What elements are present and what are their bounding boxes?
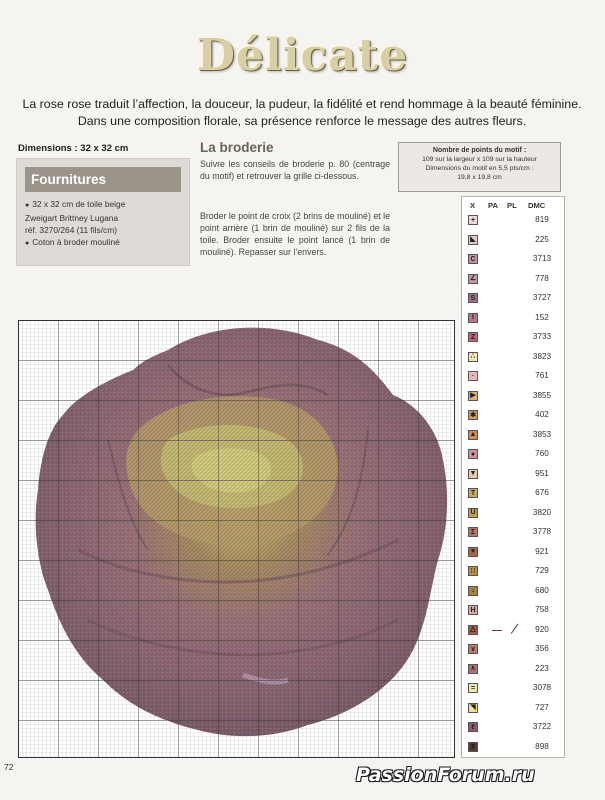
legend-symbol-swatch: ∠: [469, 275, 477, 282]
legend-header-pa: PA: [488, 201, 498, 210]
legend-symbol-swatch: T: [468, 488, 478, 498]
page-title: Délicate: [196, 30, 409, 81]
legend-row: [462, 327, 564, 347]
legend-symbol-swatch: ∷: [468, 566, 478, 576]
legend-header-dmc: DMC: [528, 201, 546, 210]
legend-row: [462, 483, 564, 503]
legend-row: [462, 639, 564, 659]
legend-row: [462, 620, 564, 640]
legend-symbol-swatch: U: [468, 508, 478, 518]
broderie-paragraph-1: Suivre les conseils de broderie p. 80 (centrage du motif) et retrouver la grille ci-dessous.: [200, 159, 390, 181]
legend-header-x: X: [470, 201, 476, 210]
legend-dmc-code: 3853: [532, 429, 552, 439]
legend-symbol-swatch: H: [468, 605, 478, 615]
legend-row: [462, 561, 564, 581]
legend-row: [462, 600, 564, 620]
legend-row: [462, 347, 564, 367]
color-legend: [461, 196, 565, 758]
legend-symbol-swatch: ↓: [468, 586, 478, 596]
legend-dmc-code: 729: [535, 566, 549, 575]
legend-dmc-code: 761: [535, 371, 549, 380]
legend-row: [462, 503, 564, 523]
intro-text: La rose rose traduit l’affection, la douceur, la pudeur, la fidélité et rend hommage à la beauté féminine. Dans une composition florale, sa présence renforce le message des autres fleurs.: [22, 97, 582, 128]
watermark: PassionForum.ru: [356, 764, 535, 786]
legend-dmc-code: 3733: [532, 332, 552, 341]
legend-row: [462, 269, 564, 289]
legend-row: [462, 698, 564, 718]
legend-dmc-code: 676: [535, 488, 549, 497]
legend-dmc-code: 3727: [532, 293, 552, 302]
legend-dmc-code: 3823: [532, 351, 552, 361]
legend-dmc-code: 778: [535, 273, 549, 283]
legend-dmc-code: 819: [535, 215, 549, 224]
legend-row: [462, 659, 564, 679]
legend-dmc-code: 920: [535, 624, 549, 634]
legend-row: [462, 444, 564, 464]
legend-row: [462, 366, 564, 386]
legend-dmc-code: 898: [535, 741, 549, 751]
fournitures-box: [16, 158, 190, 266]
legend-row: [462, 386, 564, 406]
legend-row: [462, 425, 564, 445]
legend-dmc-code: 921: [535, 546, 549, 556]
legend-symbol-swatch: ∨: [468, 644, 478, 654]
legend-symbol-swatch: △: [468, 625, 478, 635]
legend-symbol-swatch: S: [468, 293, 478, 303]
legend-symbol-swatch: I: [468, 313, 478, 323]
legend-symbol-swatch: +: [468, 215, 478, 225]
legend-dmc-code: 758: [535, 605, 549, 614]
legend-dmc-code: 727: [535, 702, 549, 712]
legend-symbol-swatch: ·: [468, 371, 478, 381]
legend-dmc-code: 951: [535, 468, 549, 478]
legend-symbol-swatch: ∴: [468, 352, 478, 362]
legend-dmc-code: 225: [535, 234, 549, 244]
legend-dmc-code: 356: [535, 644, 549, 653]
legend-dmc-code: 152: [535, 312, 549, 322]
fournitures-title: Fournitures: [25, 167, 181, 192]
legend-symbol-swatch: C: [468, 254, 478, 264]
list-item: Zweigart Brittney Lugana: [25, 213, 119, 223]
legend-dmc-code: 223: [535, 663, 549, 673]
legend-row: [462, 737, 564, 757]
motif-line-2: Dimensions du motif en 5,5 pts/cm :: [425, 165, 534, 172]
legend-symbol-swatch: =: [468, 683, 478, 693]
motif-info-box: [398, 142, 561, 192]
page-number: 72: [4, 762, 14, 772]
legend-symbol-swatch: Σ: [468, 527, 478, 537]
list-item: ● 32 x 32 cm de toile beige: [25, 199, 126, 209]
legend-dmc-code: 3722: [532, 722, 552, 731]
list-item: ● Coton à broder mouliné: [25, 237, 120, 247]
legend-symbol-swatch: ●: [468, 449, 478, 459]
legend-dmc-code: 3855: [532, 390, 552, 400]
legend-symbol-swatch: ∧: [468, 664, 478, 674]
legend-symbol-swatch: ▶: [468, 391, 478, 401]
legend-dmc-code: 3778: [532, 527, 552, 536]
legend-row: [462, 249, 564, 269]
motif-line-3: 19,8 x 19,8 cm: [457, 174, 502, 181]
legend-dmc-code: 760: [535, 449, 549, 458]
broderie-title: La broderie: [200, 140, 274, 155]
legend-symbol-swatch: ▼: [469, 470, 477, 477]
legend-row: [462, 308, 564, 328]
legend-straight-stitch-line: [511, 623, 520, 634]
legend-symbol-swatch: ⧗: [468, 742, 478, 752]
legend-dmc-code: 680: [535, 585, 549, 595]
legend-row: [462, 581, 564, 601]
dimensions-label: Dimensions : 32 x 32 cm: [18, 143, 129, 154]
legend-row: [462, 542, 564, 562]
legend-dmc-code: 3820: [532, 507, 552, 517]
legend-symbol-swatch: ◥: [468, 703, 478, 713]
list-item: réf. 3270/264 (11 fils/cm): [25, 225, 118, 235]
cross-stitch-chart: [18, 320, 455, 758]
fournitures-list: [25, 198, 189, 250]
legend-row: [462, 522, 564, 542]
legend-symbol-swatch: ▲: [469, 431, 477, 438]
legend-row: [462, 717, 564, 737]
legend-row: [462, 464, 564, 484]
legend-symbol-swatch: Z: [468, 332, 478, 342]
broderie-paragraph-2: Broder le point de croix (2 brins de mouliné) et le point arrière (1 brin de mouliné) sur 2 fils de la toile. Broder ensuite le point lancé (1 brin de mouliné). Repasser sur l’envers.: [200, 211, 390, 257]
legend-backstitch-line: [492, 630, 502, 631]
legend-dmc-code: 402: [535, 410, 549, 419]
legend-symbol-swatch: ♥: [468, 547, 478, 557]
legend-header-pl: PL: [507, 201, 517, 210]
legend-symbol-swatch: ℓ: [468, 722, 478, 732]
motif-title: Nombre de points du motif :: [432, 147, 527, 154]
legend-row: [462, 678, 564, 698]
legend-row: [462, 230, 564, 250]
legend-dmc-code: 3713: [532, 254, 552, 263]
legend-row: [462, 405, 564, 425]
legend-dmc-code: 3078: [532, 683, 552, 692]
legend-symbol-swatch: ✱: [468, 410, 478, 420]
legend-row: [462, 210, 564, 230]
motif-line-1: 109 sur la largeur x 109 sur la hauteur: [422, 156, 537, 163]
legend-symbol-swatch: ◣: [468, 235, 478, 245]
legend-row: [462, 288, 564, 308]
